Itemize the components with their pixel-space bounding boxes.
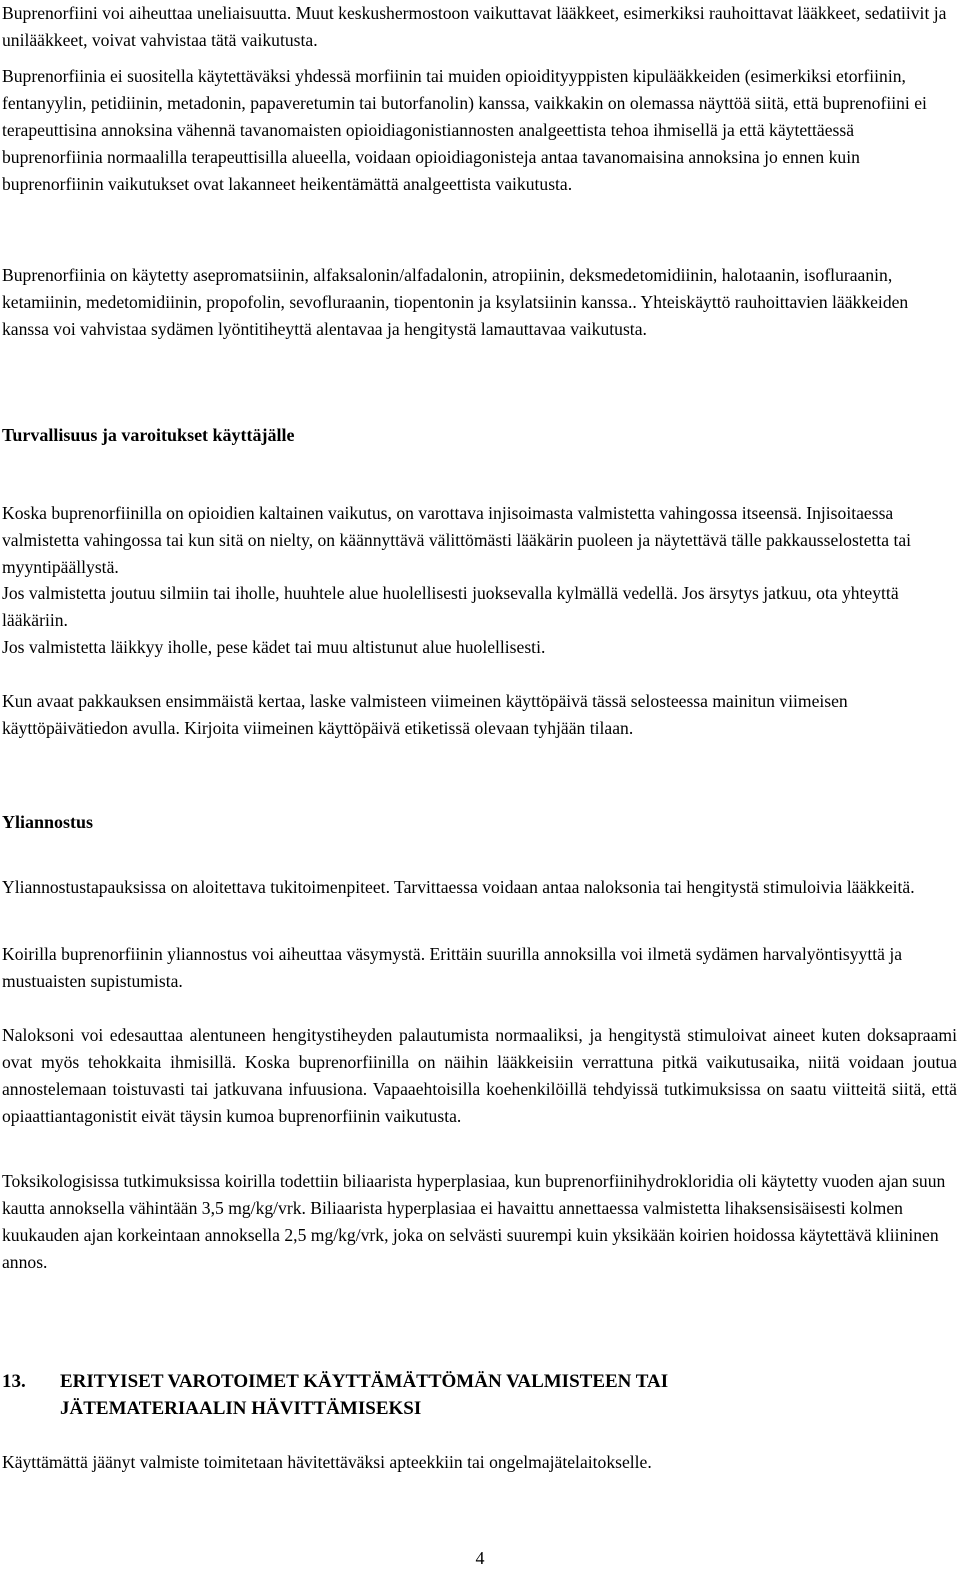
paragraph-toxicology: Toksikologisissa tutkimuksissa koirilla todettiin biliaarista hyperplasiaa, kun buprenorfiinihydrokloridia oli käytetty vuoden ajan suun kautta annoksella vähintään 3,5 mg/kg/vrk. Biliaarista hyperplasiaa ei havaittu annettaessa valmistetta lihaksensisäisesti kolmen kuukauden ajan korkeintaan annoksella 2,5 mg/kg/vrk, joka on selvästi suurempi kuin yksikään koirien hoidossa käytettävä kliininen annos. xyxy=(2,1171,946,1272)
paragraph-disposal: Käyttämättä jäänyt valmiste toimitetaan hävitettäväksi apteekkiin tai ongelmajätelaitokselle. xyxy=(2,1452,652,1472)
heading-user-safety: Turvallisuus ja varoitukset käyttäjälle xyxy=(2,425,295,445)
section-title-line-2: JÄTEMATERIAALIN HÄVITTÄMISEKSI xyxy=(60,1398,422,1419)
paragraph-sedation-note: Buprenorfiini voi aiheuttaa uneliaisuutta. Muut keskushermostoon vaikuttavat lääkkeet, esimerkiksi rauhoittavat lääkkeet, sedatiivit ja unilääkkeet, voivat vahvistaa tätä vaikutusta. xyxy=(2,3,947,50)
paragraph-eye-skin-contact: Jos valmistetta joutuu silmiin tai iholle, huuhtele alue huolellisesti juoksevalla kylmällä vedellä. Jos ärsytys jatkuu, ota yhteyttä lääkäriin. xyxy=(2,583,899,630)
paragraph-naloxone: Naloksoni voi edesauttaa alentuneen hengitystiheyden palautumista normaaliksi, ja hengitystä stimuloivat aineet kuten doksapraami ovat myös tehokkaita ihmisillä. Koska buprenorfiinilla on näihin lääkkeisiin verrattuna pitkä vaikutusaika, niitä voidaan joutua annostelemaan toistuvasti tai jatkuvana infuusiona. Vapaaehtoisilla koehenkilöillä tehdyissä tutkimuksissa on saatu viitteitä siitä, että opiaattiantagonistit eivät täysin kumoa buprenorfiinin vaikutusta. xyxy=(2,1025,957,1126)
section-title-line-1: ERITYISET VAROTOIMET KÄYTTÄMÄTTÖMÄN VALMISTEEN TAI xyxy=(60,1371,669,1392)
section-number: 13. xyxy=(2,1371,26,1392)
paragraph-skin-spill: Jos valmistetta läikkyy iholle, pese kädet tai muu altistunut alue huolellisesti. xyxy=(2,637,546,657)
paragraph-opioid-combination: Buprenorfiinia ei suositella käytettäväksi yhdessä morfiinin tai muiden opioidityyppisten kipulääkkeiden (esimerkiksi etorfiinin, fentanyylin, petidiinin, metadonin, papaveretumin tai butorfanolin) kanssa, vaikkakin on olemassa näyttöä siitä, että buprenofiini ei terapeuttisina annoksina vähennä tavanomaisten opioidiagonistiannosten analgeettista tehoa ihmisellä ja että käytettäessä buprenorfiinia normaalilla terapeuttisilla alueella, voidaan opioidiagonisteja antaa tavanomaisina annoksina jo ennen kuin buprenorfiinin vaikutukset ovat lakanneet heikentämättä analgeettista vaikutusta. xyxy=(2,66,927,194)
heading-overdose: Yliannostus xyxy=(2,812,94,832)
page-number: 4 xyxy=(475,1548,485,1568)
section-title xyxy=(60,1368,940,1422)
paragraph-anaesthetic-combination: Buprenorfiinia on käytetty asepromatsiinin, alfaksalonin/alfadalonin, atropiinin, deksmedetomidiinin, halotaanin, isofluraanin, ketamiinin, medetomidiinin, propofolin, sevofluraanin, tiopentonin ja ksylatsiinin kanssa.. Yhteiskäyttö rauhoittavien lääkkeiden kanssa voi vahvistaa sydämen lyöntitiheyttä alentavaa ja hengitystä lamauttavaa vaikutusta. xyxy=(2,265,909,339)
paragraph-overdose-dogs: Koirilla buprenorfiinin yliannostus voi aiheuttaa väsymystä. Erittäin suurilla annoksilla voi ilmetä sydämen harvalyöntisyyttä ja mustuaisten supistumista. xyxy=(2,944,903,991)
paragraph-self-injection: Koska buprenorfiinilla on opioidien kaltainen vaikutus, on varottava injisoimasta valmistetta vahingossa itseensä. Injisoitaessa valmistetta vahingossa tai kun sitä on nielty, on käännyttävä välittömästi lääkärin puoleen ja näytettävä tälle pakkausselostetta tai myyntipäällystä. xyxy=(2,503,912,577)
paragraph-overdose-support: Yliannostustapauksissa on aloitettava tukitoimenpiteet. Tarvittaessa voidaan antaa naloksonia tai hengitystä stimuloivia lääkkeitä. xyxy=(2,877,915,897)
paragraph-expiry-date: Kun avaat pakkauksen ensimmäistä kertaa, laske valmisteen viimeinen käyttöpäivä tässä selosteessa mainitun viimeisen käyttöpäivätiedon avulla. Kirjoita viimeinen käyttöpäivä etiketissä olevaan tyhjään tilaan. xyxy=(2,691,848,738)
